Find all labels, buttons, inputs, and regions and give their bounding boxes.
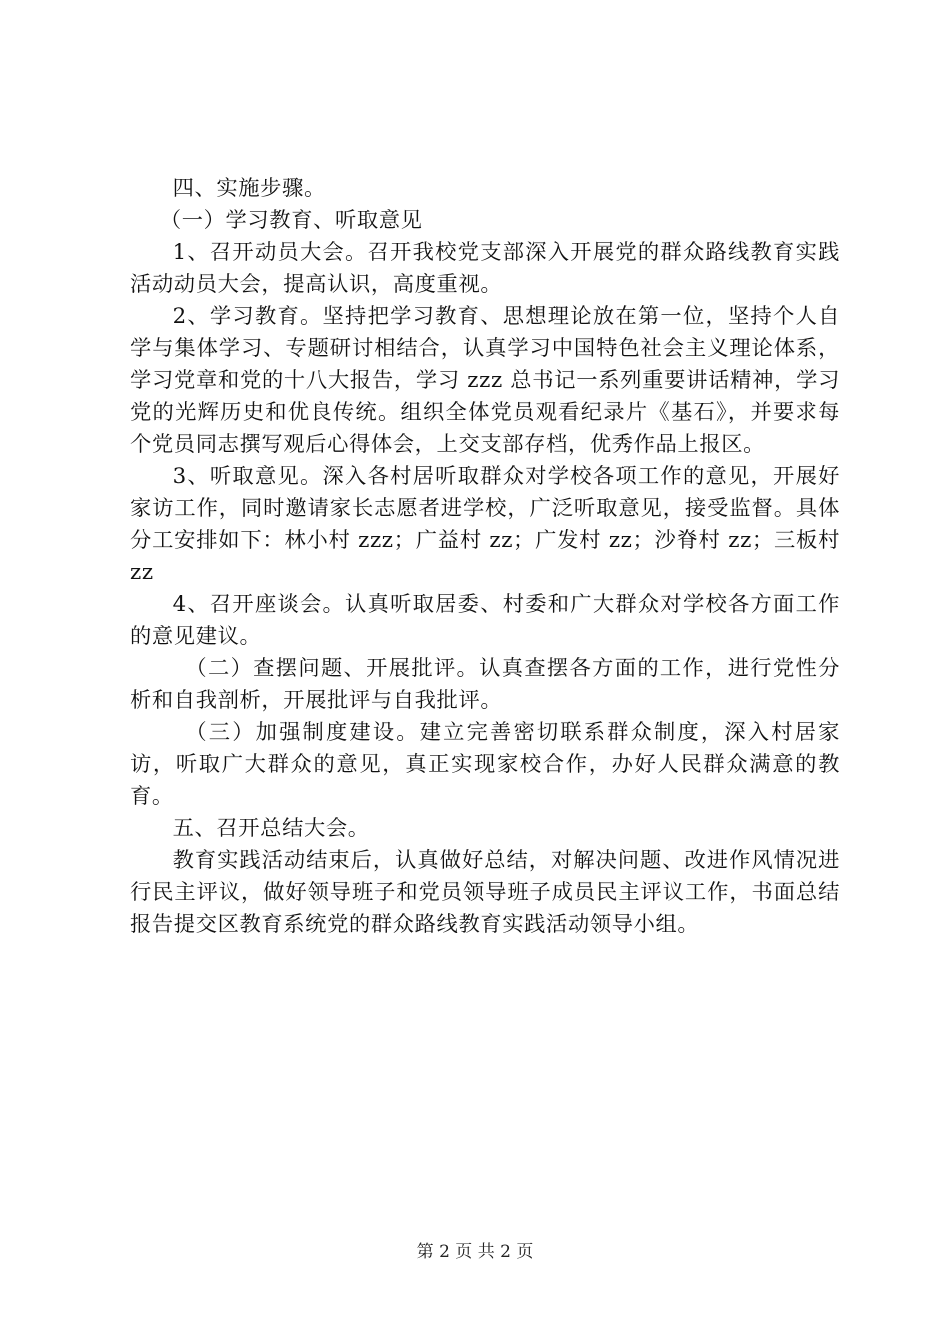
paragraph-symposium: 4、召开座谈会。认真听取居委、村委和广大群众对学校各方面工作的意见建议。 xyxy=(130,592,840,649)
subsection-system-building: （三）加强制度建设。建立完善密切联系群众制度，深入村居家访，听取广大群众的意见，真正实现家校合作，办好人民群众满意的教育。 xyxy=(130,720,840,809)
page-number-footer: 第 2 页 共 2 页 xyxy=(416,1242,534,1262)
document-body xyxy=(130,173,840,941)
section-heading-steps: 四、实施步骤。 xyxy=(172,176,326,201)
subsection-heading-study: （一）学习教育、听取意见 xyxy=(159,208,423,233)
section-heading-summary: 五、召开总结大会。 xyxy=(172,816,370,841)
paragraph-listen-opinions: 3、听取意见。深入各村居听取群众对学校各项工作的意见，开展好家访工作，同时邀请家长志愿者进学校，广泛听取意见，接受监督。具体分工安排如下：林小村 zzz；广益村 zz；广发村 zz；沙脊村 zz；三板村 zz xyxy=(130,464,840,585)
paragraph-summary: 教育实践活动结束后，认真做好总结，对解决问题、改进作风情况进行民主评议，做好领导班子和党员领导班子成员民主评议工作，书面总结报告提交区教育系统党的群众路线教育实践活动领导小组。 xyxy=(130,848,840,937)
paragraph-study-education: 2、学习教育。坚持把学习教育、思想理论放在第一位，坚持个人自学与集体学习、专题研讨相结合，认真学习中国特色社会主义理论体系，学习党章和党的十八大报告，学习 zzz 总书记一系列重要讲话精神，学习党的光辉历史和优良传统。组织全体党员观看纪录片《基石》，并要求每个党员同志撰写观后心得体会，上交支部存档，优秀作品上报区。 xyxy=(130,304,840,457)
subsection-find-problems: （二）查摆问题、开展批评。认真查摆各方面的工作，进行党性分析和自我剖析，开展批评与自我批评。 xyxy=(130,656,840,713)
paragraph-mobilization-meeting: 1、召开动员大会。召开我校党支部深入开展党的群众路线教育实践活动动员大会，提高认识，高度重视。 xyxy=(130,240,840,297)
